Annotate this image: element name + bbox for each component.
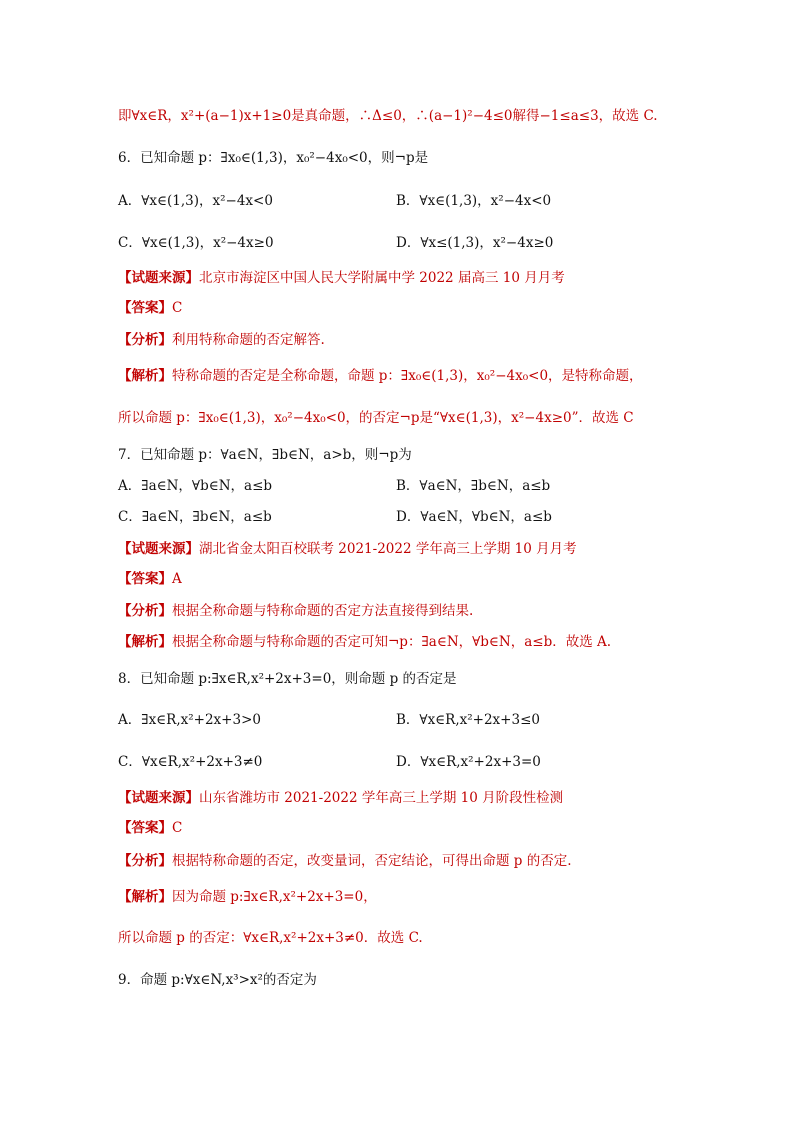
question-8: 8．已知命题 p:∃x∈R,x²+2x+3=0，则命题 p 的否定是: [118, 671, 457, 687]
q7-answer: [118, 569, 182, 589]
answer-tag: 【答案】: [118, 820, 172, 836]
choose-answer: 故选 C: [592, 410, 634, 426]
q6-source: [118, 268, 565, 288]
solution-text: 即∀x∈R，x²+(a−1)x+1≥0是真命题，∴Δ≤0，∴(a−1)²−4≤0解得−1≤a≤3，: [118, 108, 613, 124]
q7-option-b: B．∀a∈N，∃b∈N，a≤b: [396, 478, 551, 494]
q6-option-a: A．∀x∈(1,3)，x²−4x<0: [118, 193, 273, 209]
source-tag: 【试题来源】: [118, 270, 199, 286]
analysis-tag: 【分析】: [118, 853, 172, 869]
q8-option-b: B．∀x∈R,x²+2x+3≤0: [396, 712, 540, 728]
solution-text: 所以命题 p：∃x₀∈(1,3)，x₀²−4x₀<0，的否定¬p是“∀x∈(1,3)，x²−4x≥0”．: [118, 410, 592, 426]
source-text: 北京市海淀区中国人民大学附属中学 2022 届高三 10 月月考: [199, 270, 565, 286]
q7-option-d: D．∀a∈N，∀b∈N，a≤b: [396, 509, 552, 525]
q8-option-d: D．∀x∈R,x²+2x+3=0: [396, 754, 541, 770]
q6-option-b: B．∀x∈(1,3)，x²−4x<0: [396, 193, 552, 209]
q7-analysis: [118, 601, 473, 621]
answer-tag: 【答案】: [118, 300, 172, 316]
choose-answer: 故选 C.: [377, 930, 423, 946]
answer-text: A: [172, 571, 182, 587]
solution-tag: 【解析】: [118, 889, 172, 905]
solution-text: 根据全称命题与特称命题的否定可知¬p：∃a∈N，∀b∈N，a≤b．: [172, 634, 566, 650]
q6-analysis: [118, 330, 325, 350]
answer-tag: 【答案】: [118, 571, 172, 587]
q8-source: [118, 788, 563, 808]
q6-solution: [118, 366, 643, 386]
analysis-tag: 【分析】: [118, 332, 172, 348]
solution-tag: 【解析】: [118, 368, 172, 384]
solution-text: 所以命题 p 的否定：∀x∈R,x²+2x+3≠0．: [118, 930, 378, 946]
solution-line-q5: [118, 106, 658, 126]
question-7: 7．已知命题 p：∀a∈N，∃b∈N，a>b，则¬p为: [118, 447, 412, 463]
source-text: 山东省潍坊市 2021-2022 学年高三上学期 10 月阶段性检测: [199, 790, 564, 806]
choose-answer: 故选 A.: [565, 634, 612, 650]
q8-solution-cont: [118, 928, 423, 948]
q7-solution: [118, 632, 611, 652]
q6-answer: [118, 298, 182, 318]
source-tag: 【试题来源】: [118, 790, 199, 806]
choose-answer: 故选 C.: [612, 108, 658, 124]
q8-solution: [118, 887, 377, 907]
answer-text: C: [172, 820, 183, 836]
analysis-text: 根据特称命题的否定，改变量词，否定结论，可得出命题 p 的否定.: [172, 853, 572, 869]
q6-option-c: C．∀x∈(1,3)，x²−4x≥0: [118, 235, 274, 251]
source-text: 湖北省金太阳百校联考 2021-2022 学年高三上学期 10 月月考: [199, 541, 577, 557]
q7-option-a: A．∃a∈N，∀b∈N，a≤b: [118, 478, 273, 494]
solution-text: 特称命题的否定是全称命题，命题 p：∃x₀∈(1,3)，x₀²−4x₀<0，是特称命题，: [172, 368, 643, 384]
q8-option-c: C．∀x∈R,x²+2x+3≠0: [118, 754, 263, 770]
q8-analysis: [118, 851, 572, 871]
q8-answer: [118, 818, 182, 838]
question-6: 6．已知命题 p：∃x₀∈(1,3)，x₀²−4x₀<0，则¬p是: [118, 150, 429, 166]
q8-option-a: A．∃x∈R,x²+2x+3>0: [118, 712, 261, 728]
q6-solution-cont: [118, 408, 634, 428]
analysis-text: 利用特称命题的否定解答.: [172, 332, 325, 348]
solution-text: 因为命题 p:∃x∈R,x²+2x+3=0，: [172, 889, 377, 905]
q7-option-c: C．∃a∈N，∃b∈N，a≤b: [118, 509, 272, 525]
analysis-tag: 【分析】: [118, 603, 172, 619]
analysis-text: 根据全称命题与特称命题的否定方法直接得到结果.: [172, 603, 474, 619]
q6-option-d: D．∀x≤(1,3)，x²−4x≥0: [396, 235, 554, 251]
source-tag: 【试题来源】: [118, 541, 199, 557]
answer-text: C: [172, 300, 183, 316]
solution-tag: 【解析】: [118, 634, 172, 650]
q7-source: [118, 539, 577, 559]
question-9: 9．命题 p:∀x∈N,x³>x²的否定为: [118, 972, 317, 988]
